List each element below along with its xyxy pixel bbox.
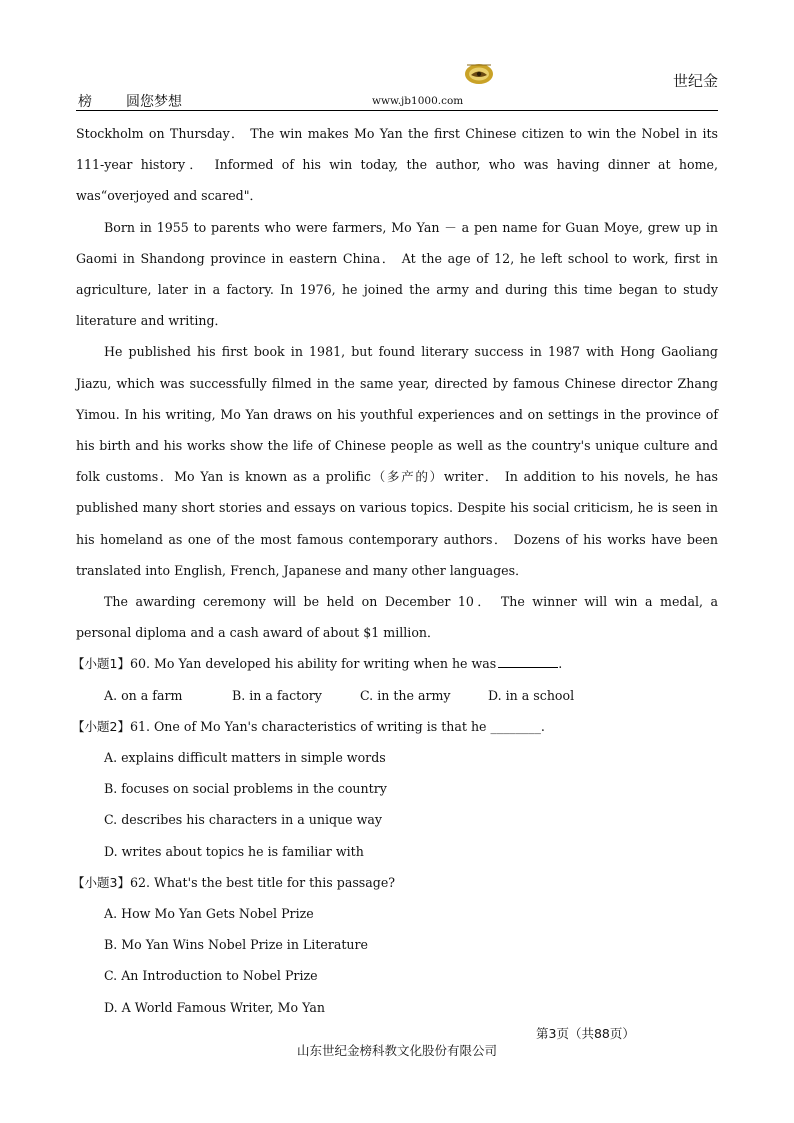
footer-company: 山东世纪金榜科教文化股份有限公司 (296, 1043, 497, 1058)
header-url: www.jb1000.com (372, 95, 464, 107)
reading-content (72, 118, 718, 1023)
question-3 (72, 867, 718, 898)
answer-blank (498, 657, 558, 668)
page-number: 第3页（共88页） (536, 1026, 635, 1041)
header-brand: 世纪金 (672, 72, 718, 90)
question-1-option-a[interactable]: A. on a farm (104, 687, 183, 703)
question-2-stem: 61. One of Mo Yan's characteristics of writing is that he ________. (129, 718, 545, 734)
passage-paragraph-1: Stockholm on Thursday． The win makes Mo Yan the first Chinese citizen to win the Nobel in its 111-year history． Informed of his win today, the author, who was having dinner at home, was“overjoyed and scared"． (76, 126, 718, 204)
question-1-stem: 60. Mo Yan developed his ability for writing when he was (129, 656, 497, 672)
question-2-tag: 【小题2】 (72, 718, 130, 734)
header-slogan (78, 91, 182, 111)
question-3-option-a[interactable]: A. How Mo Yan Gets Nobel Prize (104, 906, 314, 922)
question-3-option-c[interactable]: C. An Introduction to Nobel Prize (104, 968, 318, 984)
question-1-option-d[interactable]: D. in a school (488, 687, 575, 703)
passage-paragraph-3: He published his first book in 1981, but found literary success in 1987 with Hong Gaoliang Jiazu, which was successfully filmed in the same year, directed by famous Chinese director Zhang Yimou. In his writing, Mo Yan draws on his youthful experiences and on settings in the province of his birth and his works show the life of Chinese people as well as the country's unique culture and folk customs．Mo Yan is known as a prolific（多产的）writer． In addition to his novels, he has published many short stories and essays on various topics. Despite his social criticism, he is seen in his homeland as one of the most famous contemporary authors． Dozens of his works have been translated into English, French, Japanese and many other languages． (76, 344, 718, 578)
question-2-option-b[interactable]: B. focuses on social problems in the country (104, 781, 387, 797)
header-divider (76, 110, 718, 111)
question-2-option-d[interactable]: D. writes about topics he is familiar with (104, 843, 364, 859)
question-3-tag: 【小题3】 (72, 874, 130, 890)
question-2-option-a[interactable]: A. explains difficult matters in simple words (104, 750, 386, 766)
question-1-option-c[interactable]: C. in the army (360, 687, 451, 703)
publisher-logo (462, 60, 496, 86)
question-1-tag: 【小题1】 (72, 656, 130, 672)
header-slogan-part-2: 圆您梦想 (126, 94, 182, 110)
question-3-option-d[interactable]: D. A World Famous Writer, Mo Yan (104, 999, 326, 1015)
question-3-option-b[interactable]: B. Mo Yan Wins Nobel Prize in Literature (104, 937, 369, 953)
question-3-stem: 62. What's the best title for this passage? (129, 874, 396, 890)
passage-paragraph-4: The awarding ceremony will be held on December 10． The winner will win a medal, a personal diploma and a cash award of about $1 million． (76, 594, 718, 641)
question-2-option-c[interactable]: C. describes his characters in a unique way (104, 812, 383, 828)
question-1: 【小题1】60. Mo Yan developed his ability for writing when he was . (72, 656, 563, 672)
question-2 (72, 711, 718, 742)
question-1-option-b[interactable]: B. in a factory (232, 687, 322, 703)
header-slogan-part-1: 榜 (78, 94, 92, 110)
question-1-options (76, 680, 718, 711)
passage-paragraph-2: Born in 1955 to parents who were farmers, Mo Yan － a pen name for Guan Moye, grew up in Gaomi in Shandong province in eastern China． At the age of 12, he left school to work, first in agriculture, later in a factory. In 1976, he joined the army and during this time began to study literature and writing． (76, 219, 718, 329)
